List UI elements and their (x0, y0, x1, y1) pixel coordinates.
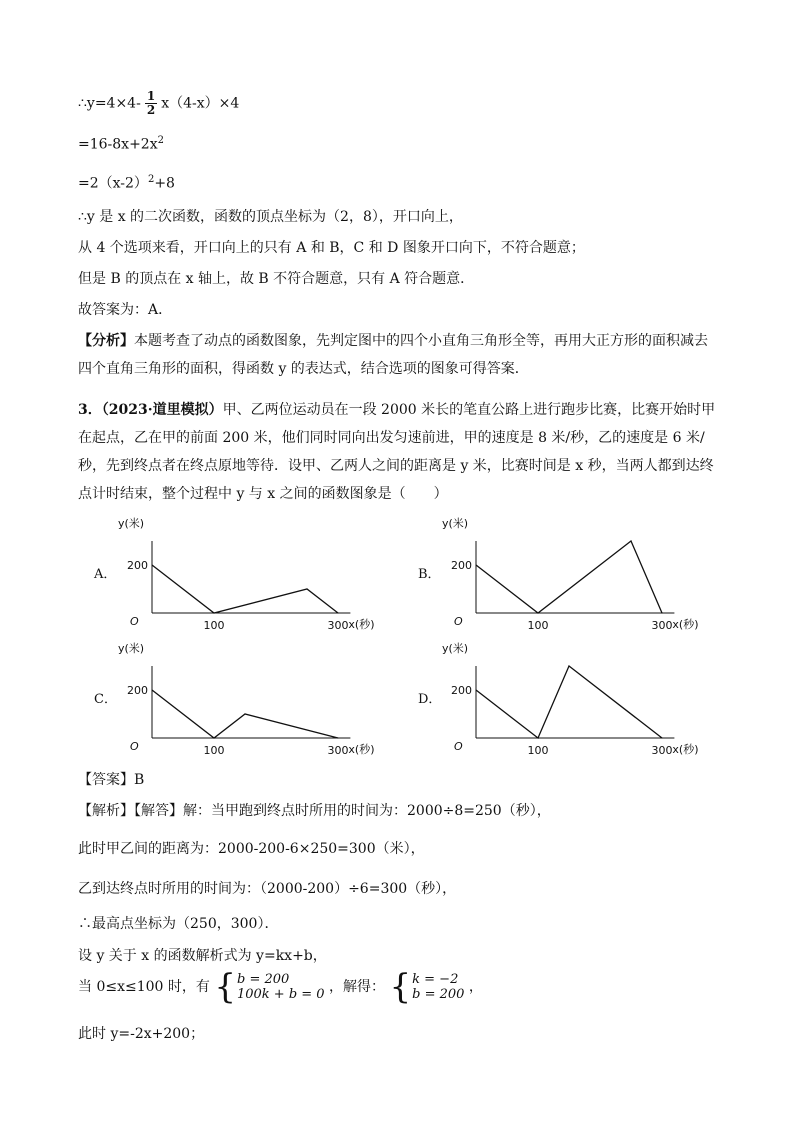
origin-label: O (130, 740, 139, 753)
answer-label: 【答案】B (78, 772, 145, 788)
equation-system-2 (412, 972, 464, 1002)
data-point (475, 689, 476, 690)
solution-line-2: 此时甲乙间的距离为：2000-200-6×250=300（米）， (78, 841, 425, 857)
x-tick-100: 100 (527, 619, 549, 632)
x-tick-300: 300 (327, 619, 349, 632)
data-point (475, 564, 476, 565)
data-point (661, 737, 662, 738)
y-tick-200: 200 (127, 684, 148, 697)
x-tick-300: 300 (327, 744, 349, 757)
graph-d-svg (412, 637, 699, 762)
graph-option-d (412, 637, 699, 766)
y-tick-200: 200 (451, 559, 472, 572)
option-label-c: C． (94, 692, 117, 707)
solution-line-4: ∴最高点坐标为（250，300）． (78, 916, 279, 932)
origin-label: O (454, 615, 463, 628)
paragraph-2: 从 4 个选项来看，开口向上的只有 A 和 B，C 和 D 图象开口向下，不符合题意； (78, 240, 585, 256)
data-point (630, 540, 631, 541)
x-axis-label: x(秒) (672, 743, 699, 756)
y-axis-label: y(米) (118, 642, 145, 655)
data-point (151, 564, 152, 565)
x-tick-300: 300 (651, 744, 673, 757)
x-tick-300: 300 (651, 619, 673, 632)
fraction-half (145, 90, 157, 117)
solution-s6-pre: 当 0≤x≤100 时，有 (78, 979, 210, 995)
origin-label: O (454, 740, 463, 753)
solution-line-1 (78, 801, 551, 821)
derivation-l3-pre: =2（x-2） (78, 175, 148, 192)
solution-line-3: 乙到达终点时所用的时间为：（2000-200）÷6=300（秒）， (78, 881, 457, 897)
paragraph-3: 但是 B 的顶点在 x 轴上，故 B 不符合题意，只有 A 符合题意． (78, 271, 475, 287)
fraction-numerator: 1 (146, 89, 156, 103)
solution-line-5: 设 y 关于 x 的函数解析式为 y=kx+b， (78, 948, 327, 964)
data-point (213, 737, 214, 738)
data-point (568, 665, 569, 666)
series-line (152, 565, 338, 613)
graph-option-b (412, 512, 699, 641)
data-point (337, 737, 338, 738)
derivation-l1-post: x（4-x）×4 (161, 95, 240, 112)
graph-b-svg (412, 512, 699, 637)
derivation-line-3 (78, 170, 175, 194)
option-label-b: B． (418, 567, 441, 582)
y-axis-label: y(米) (118, 517, 145, 530)
series-line (476, 541, 662, 613)
data-point (337, 612, 338, 613)
data-point (213, 612, 214, 613)
x-tick-100: 100 (527, 744, 549, 757)
y-tick-200: 200 (451, 684, 472, 697)
solution-s6-mid: ，解得： (329, 979, 386, 995)
analysis-block (78, 327, 718, 383)
fraction-denominator: 2 (146, 103, 156, 117)
series-line (476, 666, 662, 738)
data-point (661, 612, 662, 613)
derivation-l3-sup: 2 (147, 174, 155, 185)
derivation-l2-sup: 2 (157, 135, 164, 146)
solution-line-7: 此时 y=-2x+200； (78, 1026, 205, 1042)
question-body: 甲、乙两位运动员在一段 2000 米长的笔直公路上进行跑步比赛，比赛开始时甲在起点，乙在甲的前面 200 米，他们同时同向出发匀速前进，甲的速度是 8 米/秒，乙的速度是 6 米/秒，先到终点者在终点原地等待．设甲、乙两人之间的距离是 y 米，比赛时间是 x 秒，当两人都到达终点计时结束，整个过程中 y 与 x 之间的函数图象是（ ） (78, 402, 716, 502)
option-label-a: A． (94, 567, 117, 582)
x-tick-100: 100 (203, 619, 225, 632)
analysis-text: 本题考查了动点的函数图象，先判定图中的四个小直角三角形全等，再用大正方形的面积减去四个直角三角形的面积，得函数 y 的表达式，结合选项的图象可得答案． (78, 333, 708, 377)
x-tick-100: 100 (203, 744, 225, 757)
system2-eq-a: k = −2 (412, 972, 459, 987)
data-point (151, 689, 152, 690)
x-axis-label: x(秒) (672, 618, 699, 631)
equation-system-1 (237, 972, 325, 1002)
system1-eq-a: b = 200 (236, 972, 290, 987)
derivation-line-1 (78, 90, 239, 117)
analysis-tag: 【分析】 (78, 333, 134, 349)
option-label-d: D． (418, 692, 442, 707)
y-axis-label: y(米) (442, 517, 469, 530)
derivation-l3-post: +8 (154, 175, 175, 192)
y-axis-label: y(米) (442, 642, 469, 655)
x-axis-label: x(秒) (348, 618, 375, 631)
system2-eq-b: b = 200 (412, 987, 465, 1002)
solution-s6-post: ， (468, 979, 483, 995)
y-tick-200: 200 (127, 559, 148, 572)
brace-2: { (389, 967, 412, 1007)
question-3 (78, 396, 718, 508)
data-point (537, 737, 538, 738)
solution-tag: 【解析】【解答】 (78, 803, 183, 819)
origin-label: O (130, 615, 139, 628)
graph-c-svg (88, 637, 375, 762)
graph-option-a (88, 512, 375, 641)
paragraph-1: ∴y 是 x 的二次函数，函数的顶点坐标为（2，8），开口向上， (78, 209, 463, 225)
question-source: （2023·道里模拟） (101, 402, 223, 418)
question-number: 3． (78, 402, 102, 418)
solution-s1: 解：当甲跑到终点时所用的时间为：2000÷8=250（秒）， (183, 803, 551, 819)
brace-1: { (214, 967, 236, 1007)
graph-a-svg (88, 512, 375, 637)
x-axis-label: x(秒) (348, 743, 375, 756)
derivation-l2-pre: =16-8x+2x (78, 136, 158, 153)
data-point (244, 713, 245, 714)
paragraph-4: 故答案为：A． (78, 302, 173, 318)
graph-option-c (88, 637, 375, 766)
solution-line-6 (78, 967, 483, 1007)
derivation-l1-pre: ∴y=4×4- (78, 95, 141, 112)
derivation-line-2 (78, 131, 164, 155)
data-point (537, 612, 538, 613)
data-point (306, 588, 307, 589)
system1-eq-b: 100k + b = 0 (236, 987, 325, 1002)
